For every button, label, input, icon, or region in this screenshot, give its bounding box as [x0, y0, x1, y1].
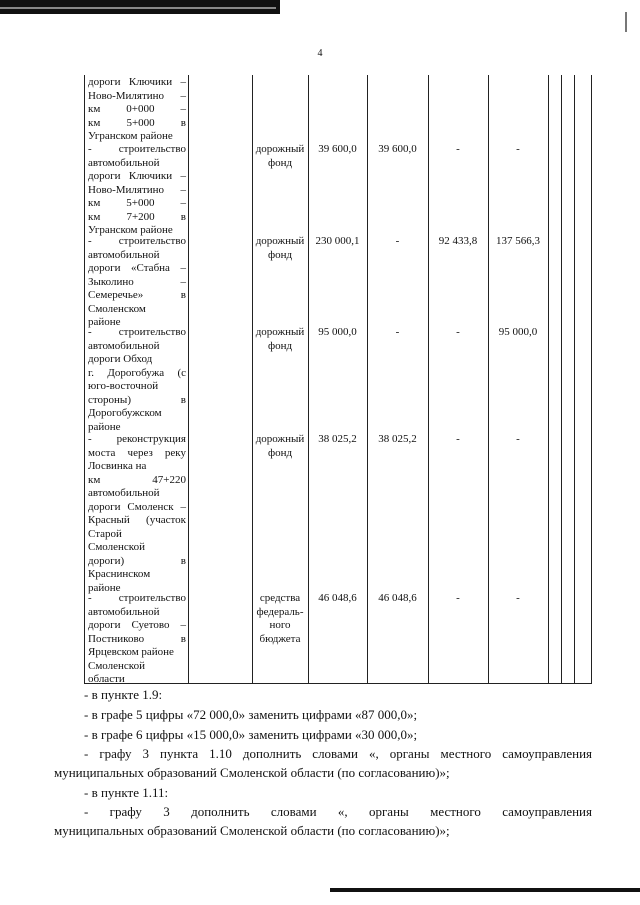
table-cell-value: 137 566,3 [496, 235, 540, 247]
table-cell-value: - [516, 592, 520, 604]
table-cell-value: 38 025,2 [378, 433, 417, 445]
table-row-source: дорожный фонд [255, 143, 305, 169]
table-cell-value: 39 600,0 [318, 143, 357, 155]
amendment-paragraph: - в графе 5 цифры «72 000,0» заменить цифрами «87 000,0»; [84, 707, 418, 722]
table-cell-value: 92 433,8 [438, 235, 478, 247]
table-border-left [84, 75, 85, 683]
table-row-description: - строительство автомобильной дороги «Стабна – Зыколино – Семеречье» в Смоленском районе [88, 235, 186, 328]
table-row-description: - строительство автомобильной дороги Обход г. Дорогобужа (с юго-восточной стороны) в Дорогобужском районе [88, 326, 186, 433]
table-row-description: - реконструкция моста через реку Лосвинка на км 47+220 автомобильной дороги Смоленск – Красный (участок Старой Смоленской дороги) в Краснинском районе [88, 433, 186, 594]
amendment-paragraph: - в пункте 1.11: [84, 785, 169, 800]
table-cell-value: - [516, 143, 520, 155]
amendment-paragraph: - в пункте 1.9: [84, 687, 163, 702]
page-number: 4 [317, 48, 323, 59]
amendment-paragraph: - в графе 6 цифры «15 000,0» заменить цифрами «30 000,0»; [84, 727, 418, 742]
table-row-description: - строительство автомобильной дороги Суетово – Постниково в Ярцевском районе Смоленской области [88, 592, 186, 685]
table-cell-value: - [395, 326, 400, 338]
table-cell-value: 46 048,6 [378, 592, 417, 604]
table-border-right [591, 75, 592, 683]
scan-artifact-bottom [330, 888, 640, 892]
table-row-source: средства федераль- ного бюджета [256, 592, 304, 645]
amendment-paragraph: - графу 3 дополнить словами «, органы местного самоуправления [84, 804, 592, 819]
table-col-divider [548, 75, 549, 683]
amendment-paragraph: муниципальных образований Смоленской области (по согласованию)»; [54, 823, 450, 838]
table-col-divider [574, 75, 575, 683]
table-col-divider [561, 75, 562, 683]
table-cell-value: 95 000,0 [318, 326, 357, 338]
table-row-source: дорожный фонд [255, 235, 305, 261]
table-cell-value: - [516, 433, 520, 445]
table-cell-value: - [456, 592, 460, 604]
table-cell-value: 230 000,1 [315, 235, 360, 247]
table-cell-value: - [456, 326, 460, 338]
amendment-paragraph: - графу 3 пункта 1.10 дополнить словами «, органы местного самоуправления [84, 746, 592, 761]
table-cell-value: 38 025,2 [318, 433, 357, 445]
table-row-description: - строительство автомобильной дороги Ключики – Ново-Милятино – км 5+000 – км 7+200 в Угранском районе [88, 143, 186, 236]
table-cell-value: - [456, 143, 460, 155]
amendment-paragraph: муниципальных образований Смоленской области (по согласованию)»; [54, 765, 450, 780]
table-cell-value: 39 600,0 [378, 143, 417, 155]
table-row-description: дороги Ключики – Ново-Милятино – км 0+000 – км 5+000 в Угранском районе [88, 76, 186, 142]
table-cell-value: 95 000,0 [498, 326, 538, 338]
table-col-divider [188, 75, 189, 683]
table-row-source: дорожный фонд [255, 326, 305, 352]
table-cell-value: - [395, 235, 400, 247]
table-row-source: дорожный фонд [255, 433, 305, 459]
table-cell-value: 46 048,6 [318, 592, 357, 604]
table-cell-value: - [456, 433, 460, 445]
